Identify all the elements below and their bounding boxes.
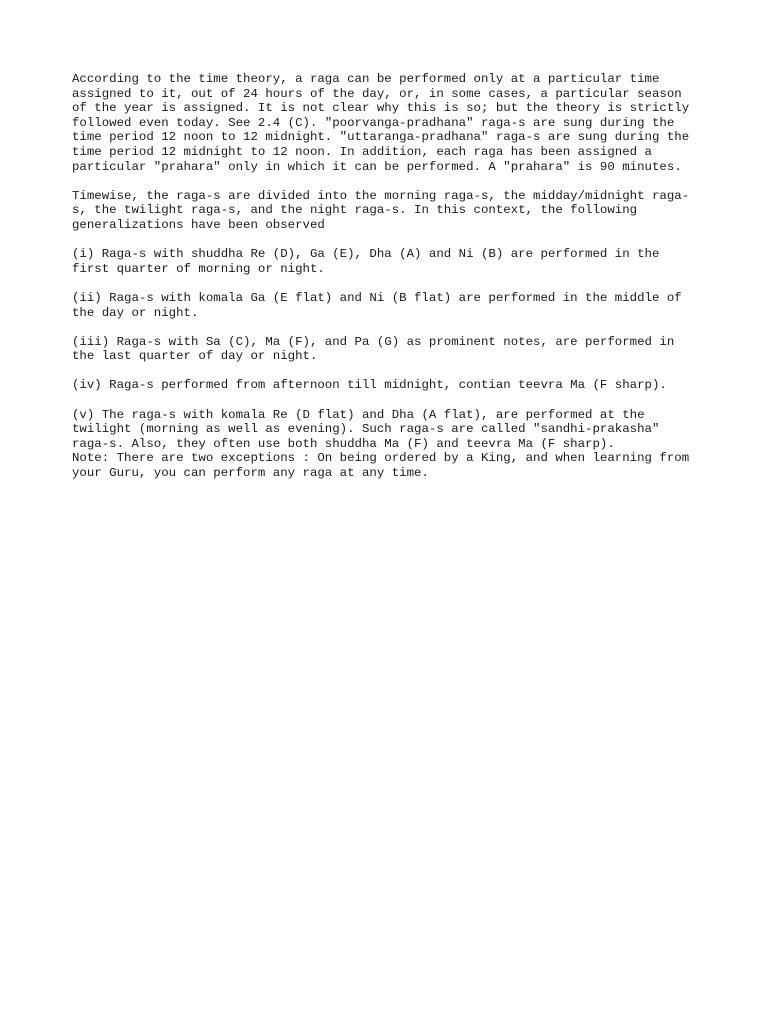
paragraph-item-v-and-note <box>72 408 712 481</box>
text-line: (v) The raga-s with komala Re (D flat) and Dha (A flat), are performed at the <box>72 407 645 422</box>
paragraph-time-theory <box>72 72 712 174</box>
text-line: first quarter of morning or night. <box>72 261 325 276</box>
text-line: particular "prahara" only in which it can be performed. A "prahara" is 90 minutes. <box>72 159 682 174</box>
text-line: (i) Raga-s with shuddha Re (D), Ga (E), Dha (A) and Ni (B) are performed in the <box>72 247 660 262</box>
document-body <box>72 72 712 481</box>
text-line: According to the time theory, a raga can be performed only at a particular time <box>72 72 660 86</box>
text-line: the day or night. <box>72 305 199 320</box>
text-line: generalizations have been observed <box>72 217 325 232</box>
text-line: (iv) Raga-s performed from afternoon till midnight, contian teevra Ma (F sharp). <box>72 378 667 393</box>
text-line: (iii) Raga-s with Sa (C), Ma (F), and Pa (G) as prominent notes, are performed in <box>72 334 675 349</box>
paragraph-item-i <box>72 247 712 276</box>
text-line: of the year is assigned. It is not clear why this is so; but the theory is strictly <box>72 101 690 116</box>
text-line: assigned to it, out of 24 hours of the day, or, in some cases, a particular season <box>72 86 682 101</box>
note-line: Note: There are two exceptions : On being ordered by a King, and when learning from <box>72 451 690 466</box>
text-line: time period 12 noon to 12 midnight. "uttaranga-pradhana" raga-s are sung during the <box>72 130 690 145</box>
text-line: time period 12 midnight to 12 noon. In addition, each raga has been assigned a <box>72 144 652 159</box>
text-line: (ii) Raga-s with komala Ga (E flat) and Ni (B flat) are performed in the middle of <box>72 290 682 305</box>
text-line: Timewise, the raga-s are divided into the morning raga-s, the midday/midnight raga- <box>72 188 690 203</box>
paragraph-timewise <box>72 189 712 233</box>
note-line: your Guru, you can perform any raga at any time. <box>72 466 429 481</box>
paragraph-item-iv <box>72 378 712 393</box>
paragraph-item-ii <box>72 291 712 320</box>
text-line: twilight (morning as well as evening). Such raga-s are called "sandhi-prakasha" <box>72 422 660 437</box>
text-line: raga-s. Also, they often use both shuddha Ma (F) and teevra Ma (F sharp). <box>72 436 615 451</box>
text-line: followed even today. See 2.4 (C). "poorvanga-pradhana" raga-s are sung during the <box>72 115 675 130</box>
text-line: s, the twilight raga-s, and the night raga-s. In this context, the following <box>72 203 638 218</box>
text-line: the last quarter of day or night. <box>72 349 318 364</box>
paragraph-item-iii <box>72 335 712 364</box>
